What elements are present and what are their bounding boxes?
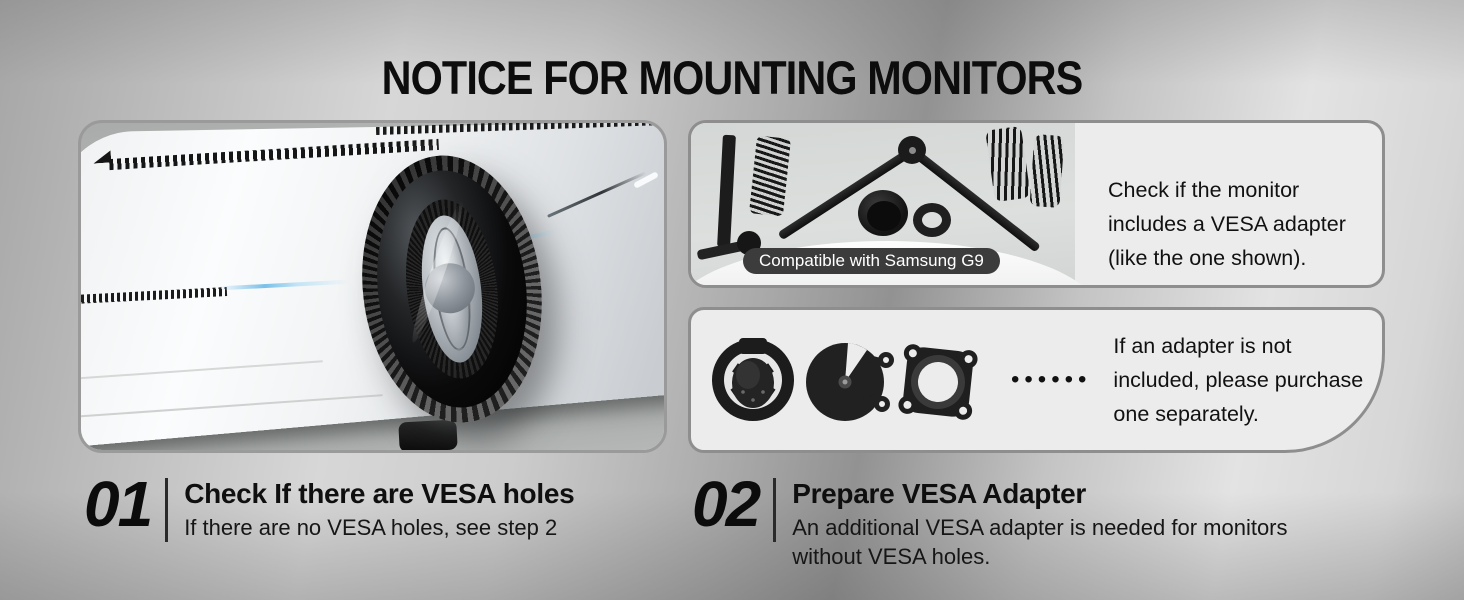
bracket-hub-hole bbox=[909, 147, 916, 154]
step-text-block bbox=[184, 474, 574, 542]
cable-coil bbox=[985, 126, 1031, 202]
description-line: Check if the monitor bbox=[1108, 178, 1300, 202]
step-text-block bbox=[792, 474, 1287, 571]
round-spider-adapter-icon bbox=[712, 338, 794, 421]
monitor-back-photo bbox=[78, 120, 667, 453]
square-plate-adapter-icon bbox=[898, 343, 979, 420]
step-01 bbox=[84, 468, 575, 542]
description-line: without VESA holes. bbox=[792, 544, 991, 570]
description-line: If an adapter is not bbox=[1113, 334, 1292, 358]
step-number: 02 bbox=[692, 468, 760, 540]
cable-coil bbox=[1030, 134, 1065, 208]
cable-coil bbox=[749, 135, 791, 216]
disc-adapter-icon bbox=[806, 343, 894, 421]
step-number: 01 bbox=[84, 468, 152, 540]
adapter-description bbox=[1113, 329, 1363, 431]
step-description bbox=[184, 513, 574, 542]
ring-spacer bbox=[913, 203, 951, 237]
round-cap-center bbox=[867, 201, 901, 231]
page-title: NOTICE FOR MOUNTING MONITORS bbox=[381, 51, 1083, 104]
step-title: Check If there are VESA holes bbox=[184, 478, 575, 509]
description-line: one separately. bbox=[1113, 402, 1259, 426]
description-line: includes a VESA adapter bbox=[1108, 212, 1346, 236]
step-title: Prepare VESA Adapter bbox=[792, 478, 1086, 509]
description-line: If there are no VESA holes, see step 2 bbox=[184, 515, 558, 541]
description-line: (like the one shown). bbox=[1108, 246, 1307, 270]
step-divider bbox=[773, 478, 776, 542]
adapter-panel bbox=[688, 307, 1385, 453]
step-divider bbox=[165, 478, 168, 542]
ellipsis-dots: •••••• bbox=[1011, 366, 1092, 393]
vesa-kit-photo bbox=[691, 123, 1075, 285]
description-line: An additional VESA adapter is needed for monitors bbox=[792, 515, 1288, 541]
description-line: included, please purchase bbox=[1113, 368, 1364, 392]
stand-column bbox=[717, 135, 736, 248]
monitor-hinge-foot bbox=[398, 420, 457, 453]
step-02 bbox=[692, 468, 1288, 571]
step-description bbox=[792, 513, 1287, 571]
vesa-adapter-illustrations bbox=[705, 330, 995, 430]
vesa-kit-panel bbox=[688, 120, 1385, 288]
vesa-kit-description bbox=[1108, 173, 1346, 275]
compatibility-caption: Compatible with Samsung G9 bbox=[743, 248, 1000, 274]
